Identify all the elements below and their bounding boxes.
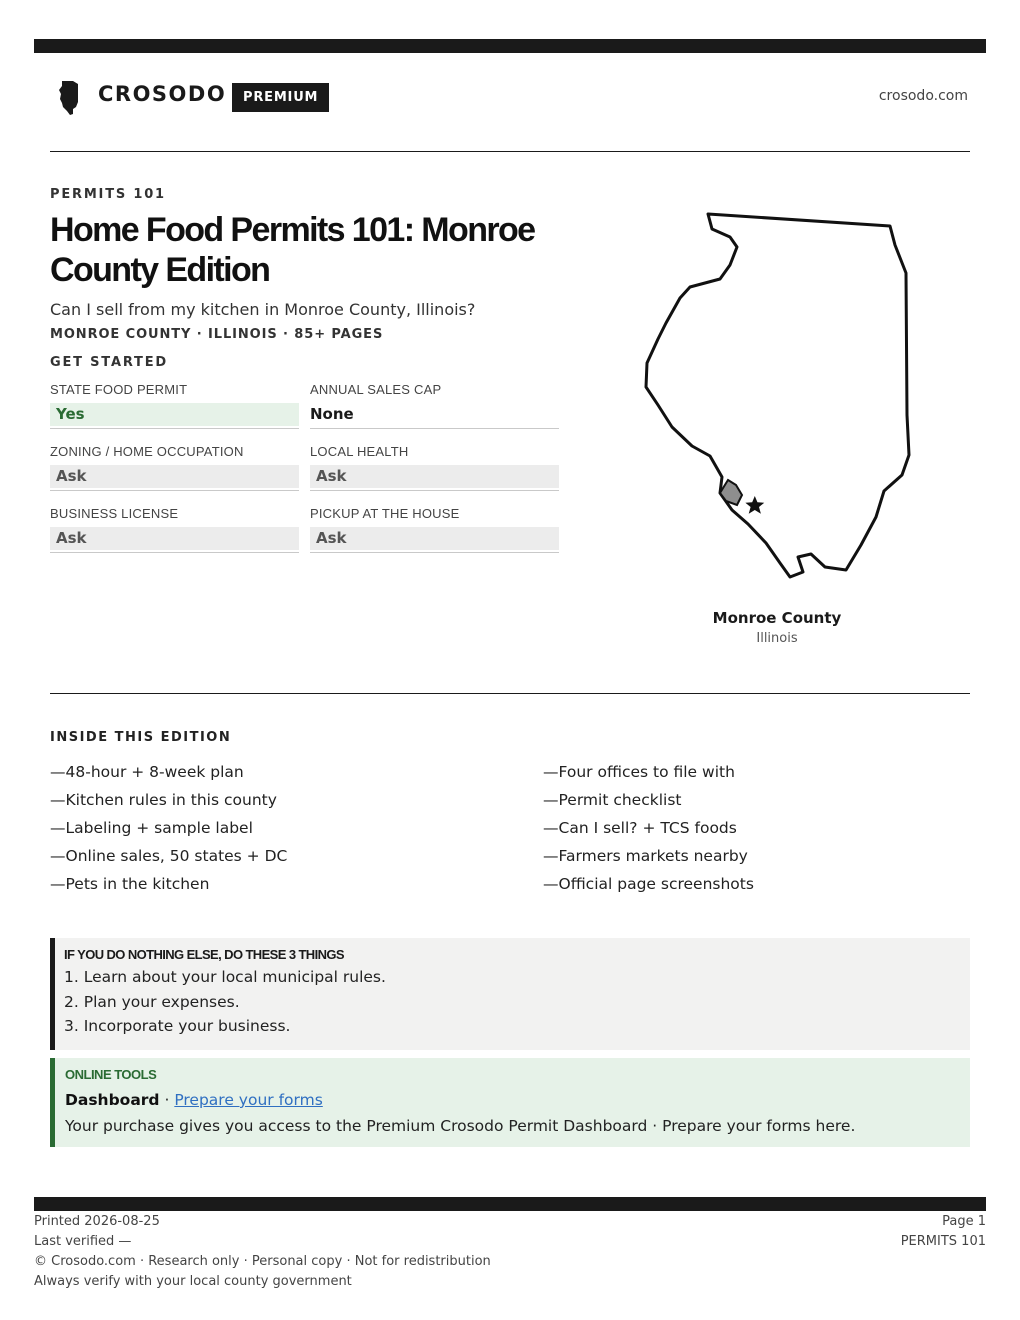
online-tools-callout [50, 1058, 970, 1147]
status-value: Ask [50, 527, 299, 550]
contents-list-right [543, 758, 983, 898]
edition-meta: MONROE COUNTY · ILLINOIS · 85+ PAGES [50, 327, 384, 342]
list-item: —Farmers markets nearby [543, 847, 748, 865]
status-label: PICKUP AT THE HOUSE [310, 506, 460, 521]
prepare-forms-link[interactable]: Prepare your forms [174, 1091, 323, 1109]
subtitle: Can I sell from my kitchen in Monroe County, Illinois? [50, 300, 476, 319]
header [50, 76, 970, 118]
premium-badge: PREMIUM [232, 83, 329, 112]
tools-description: Your purchase gives you access to the Premium Crosodo Permit Dashboard · Prepare your forms here. [65, 1117, 856, 1135]
site-url[interactable]: crosodo.com [878, 88, 968, 104]
status-label: LOCAL HEALTH [310, 444, 409, 459]
map-state-name: Illinois [756, 631, 798, 646]
contents-list-left [50, 758, 490, 898]
disclaimer: Always verify with your local county government [34, 1274, 352, 1289]
map-county-name: Monroe County [712, 609, 842, 627]
status-cell [50, 506, 299, 553]
three-things-callout [50, 938, 970, 1050]
status-label: BUSINESS LICENSE [50, 506, 179, 521]
dashboard-label: Dashboard [65, 1091, 160, 1109]
status-cell [310, 444, 559, 491]
list-item: —Four offices to file with [543, 763, 735, 781]
illinois-outline [646, 214, 909, 577]
callout-item: 1. Learn about your local municipal rules. [64, 968, 386, 986]
last-verified: Last verified — [34, 1234, 132, 1249]
callout-item: 3. Incorporate your business. [64, 1017, 291, 1035]
footer-left [34, 1212, 491, 1292]
status-cell [50, 382, 299, 429]
header-divider [50, 151, 970, 152]
page-title: Home Food Permits 101: Monroe County Edition [50, 211, 535, 289]
status-label: STATE FOOD PERMIT [50, 382, 188, 397]
status-cell [310, 506, 559, 553]
list-item: —Official page screenshots [543, 875, 754, 893]
get-started-heading: GET STARTED [50, 355, 168, 370]
copyright: © Crosodo.com · Research only · Personal copy · Not for redistribution [34, 1254, 491, 1269]
list-item: —Labeling + sample label [50, 819, 253, 837]
status-cell [50, 444, 299, 491]
bottom-bar [34, 1197, 986, 1211]
illinois-state-icon [58, 80, 82, 116]
callout-title: IF YOU DO NOTHING ELSE, DO THESE 3 THINGS [64, 947, 344, 962]
top-bar [34, 39, 986, 53]
status-cell [310, 382, 559, 429]
status-value: Ask [310, 465, 559, 488]
list-item: —Kitchen rules in this county [50, 791, 277, 809]
list-item: —Pets in the kitchen [50, 875, 210, 893]
separator: · [159, 1091, 175, 1109]
list-item: —Permit checklist [543, 791, 682, 809]
footer-right [901, 1212, 986, 1252]
dashboard-line [65, 1087, 970, 1113]
status-value: Yes [50, 403, 299, 426]
permit-status-grid [50, 382, 559, 553]
kicker: PERMITS 101 [50, 187, 166, 202]
status-value: None [310, 405, 354, 423]
online-tools-title: ONLINE TOOLS [65, 1067, 157, 1082]
callout-item: 2. Plan your expenses. [64, 992, 240, 1011]
brand-name: CROSODO [98, 82, 227, 106]
status-label: ZONING / HOME OCCUPATION [50, 444, 244, 459]
list-item: —Can I sell? + TCS foods [543, 819, 737, 837]
page-number: Page 1 [942, 1214, 986, 1229]
section-divider [50, 693, 970, 694]
illinois-map [640, 205, 920, 585]
footer-section: PERMITS 101 [900, 1234, 986, 1249]
inside-edition-heading: INSIDE THIS EDITION [50, 730, 232, 745]
list-item: —Online sales, 50 states + DC [50, 847, 288, 865]
printed-date: Printed 2026-08-25 [34, 1214, 160, 1229]
list-item: —48-hour + 8-week plan [50, 763, 244, 781]
status-value: Ask [310, 527, 559, 550]
status-value: Ask [50, 465, 299, 488]
status-label: ANNUAL SALES CAP [310, 382, 442, 397]
